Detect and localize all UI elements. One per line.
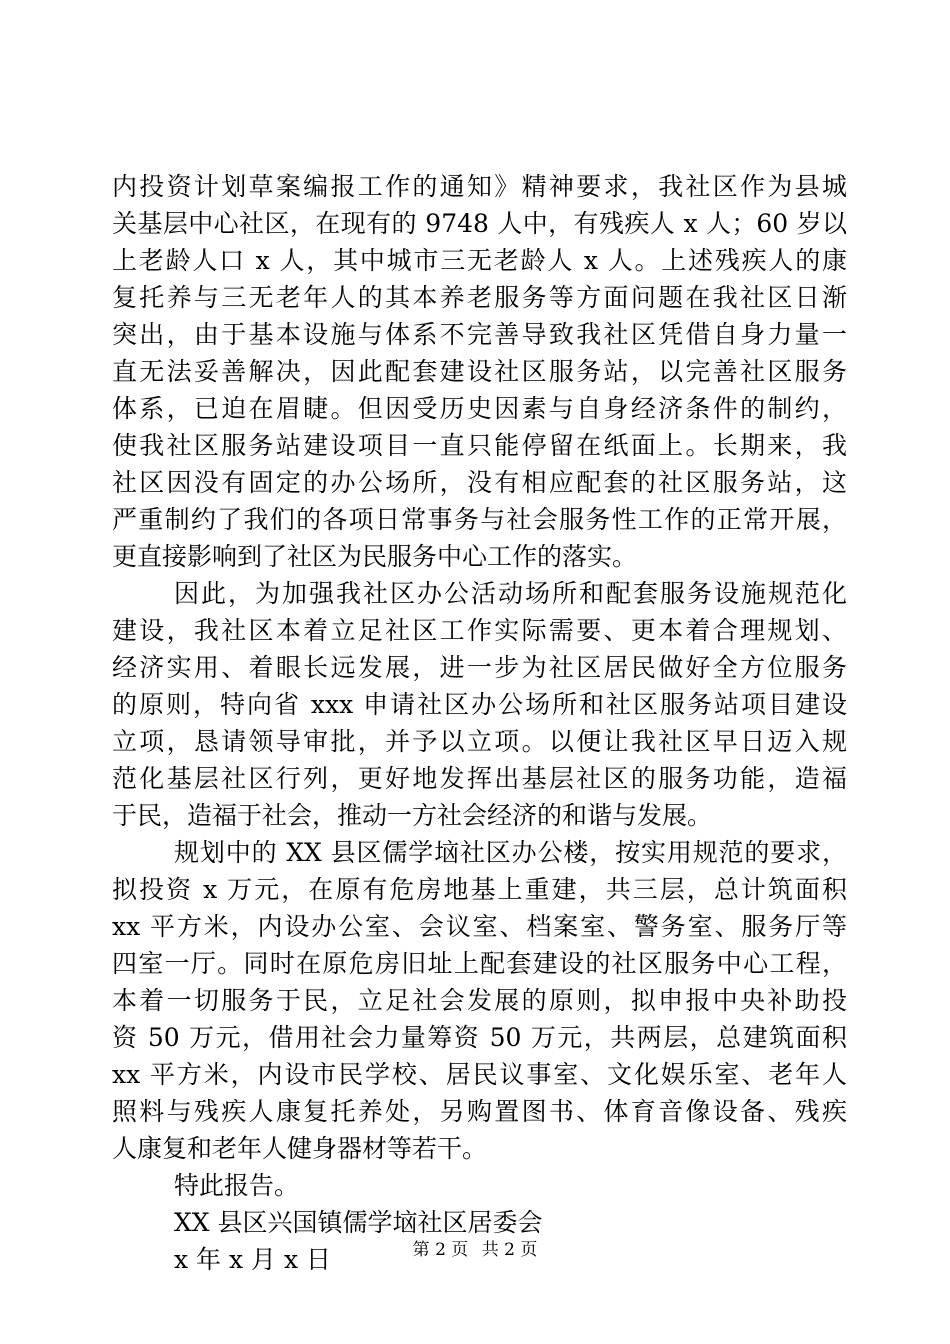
closing-text: 特此报告。 [174,1171,300,1200]
text-line: 于民，造福于社会，推动一方社会经济的和谐与发展。 [112,801,713,830]
paragraph-3 [112,834,847,1167]
page-footer [0,1238,950,1262]
text-line: 建设，我社区本着立足社区工作实际需要、更本着合理规划、 [112,616,847,645]
text-line: 体系，已迫在眉睫。但因受历史因素与自身经济条件的制约， [112,394,847,423]
text-line: 照料与残疾人康复托养处，另购置图书、体育音像设备、残疾 [112,1097,847,1126]
text-line: 人康复和老年人健身器材等若干。 [112,1134,488,1163]
text-line: 本着一切服务于民，立足社会发展的原则，拟申报中央补助投 [112,986,847,1015]
page-total: 共 2 页 [481,1240,538,1260]
text-line: 使我社区服务站建设项目一直只能停留在纸面上。长期来，我 [112,431,847,460]
text-line: 规划中的 XX 县区儒学垴社区办公楼，按实用规范的要求， [174,838,847,867]
text-line: 立项，恳请领导审批，并予以立项。以便让我社区早日迈入规 [112,727,847,756]
text-line: 更直接影响到了社区为民服务中心工作的落实。 [112,542,638,571]
document-body [112,168,847,1278]
text-line: 突出，由于基本设施与体系不完善导致我社区凭借自身力量一 [112,320,847,349]
text-line: 范化基层社区行列，更好地发挥出基层社区的服务功能，造福 [112,764,847,793]
paragraph-1 [112,168,847,575]
text-line: 因此，为加强我社区办公活动场所和配套服务设施规范化 [174,579,847,608]
text-line: 的原则，特向省 xxx 申请社区办公场所和社区服务站项目建设 [112,690,847,719]
text-line: xx 平方米，内设市民学校、居民议事室、文化娱乐室、老年人 [112,1060,847,1089]
text-line: 内投资计划草案编报工作的通知》精神要求，我社区作为县城 [112,172,847,201]
text-line: 直无法妥善解决，因此配套建设社区服务站，以完善社区服务 [112,357,847,386]
text-line: 拟投资 x 万元，在原有危房地基上重建，共三层，总计筑面积 [112,875,847,904]
paragraph-2 [112,575,847,834]
date: x 年 x 月 x 日 [174,1245,332,1274]
text-line: 上老龄人口 x 人，其中城市三无老龄人 x 人。上述残疾人的康 [112,246,847,275]
text-line: 复托养与三无老年人的其本养老服务等方面问题在我社区日渐 [112,283,847,312]
text-line: 经济实用、着眼长远发展，进一步为社区居民做好全方位服务 [112,653,847,682]
text-line: 四室一厅。同时在原危房旧址上配套建设的社区服务中心工程， [112,949,847,978]
text-line: 关基层中心社区，在现有的 9748 人中，有残疾人 x 人；60 岁以 [112,209,847,238]
text-line: 社区因没有固定的办公场所，没有相应配套的社区服务站，这 [112,468,847,497]
text-line: xx 平方米，内设办公室、会议室、档案室、警务室、服务厅等 [112,912,847,941]
text-line: 严重制约了我们的各项日常事务与社会服务性工作的正常开展， [112,505,847,534]
signature: XX 县区兴国镇儒学垴社区居委会 [174,1208,543,1237]
text-line: 资 50 万元，借用社会力量筹资 50 万元，共两层，总建筑面积 [112,1023,847,1052]
page-number: 第 2 页 [412,1240,469,1260]
